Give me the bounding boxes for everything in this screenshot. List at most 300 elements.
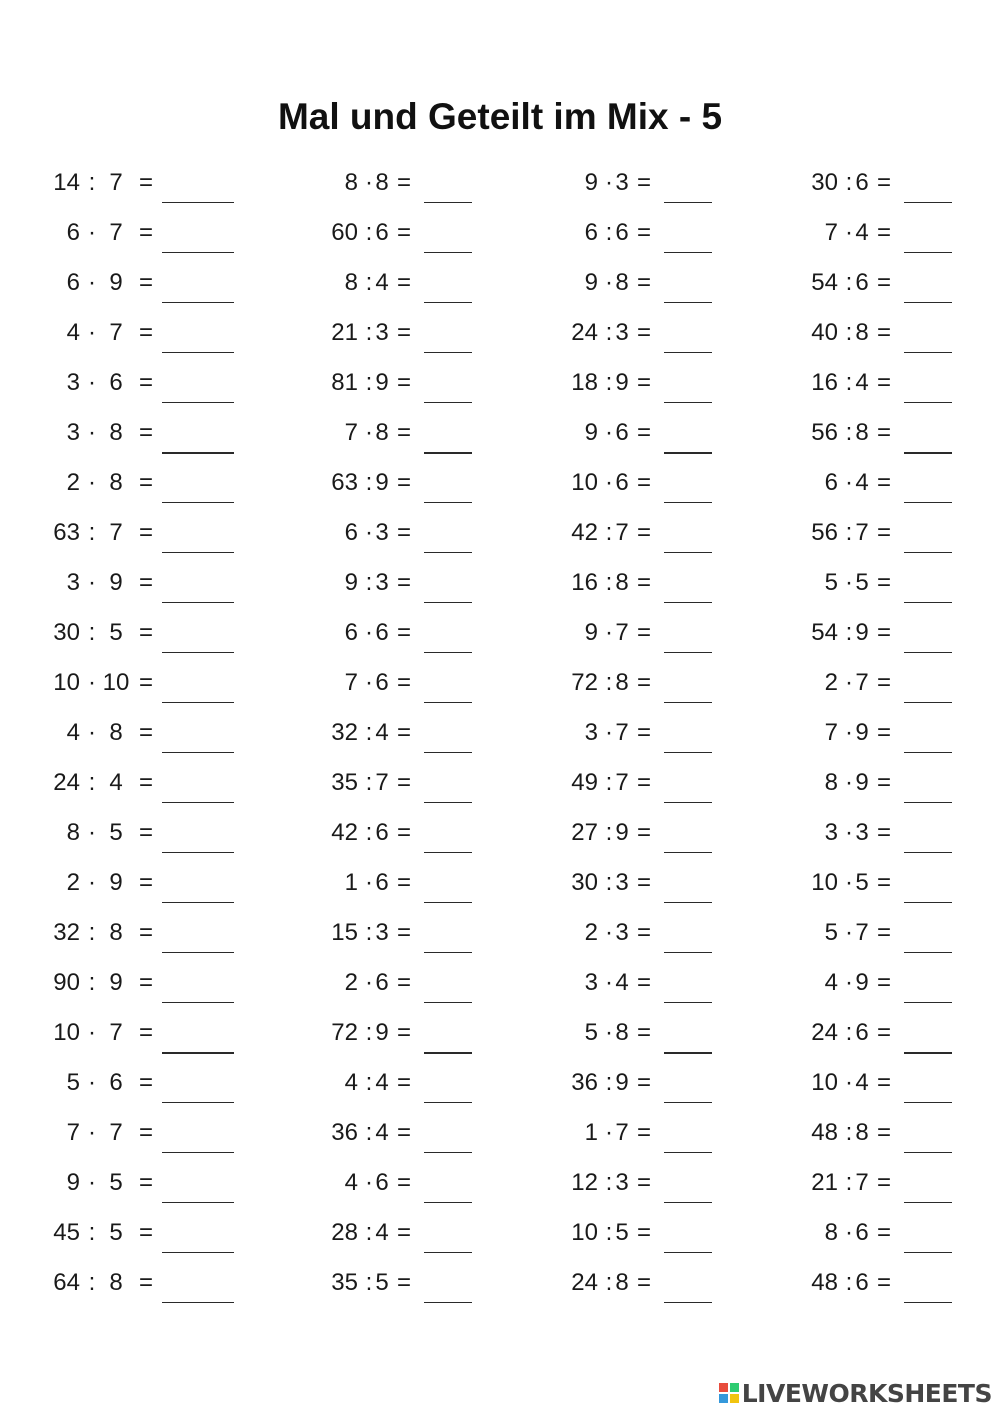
- operand-a: 4: [66, 719, 80, 746]
- exercise-item: [806, 710, 956, 760]
- operator: ·: [845, 819, 853, 846]
- equals-sign: =: [396, 619, 411, 646]
- equals-sign: =: [876, 1069, 891, 1096]
- operand-b: 7: [109, 169, 123, 196]
- answer-blank[interactable]: [424, 852, 472, 853]
- exercise-item: [326, 160, 476, 210]
- exercise-item: [48, 1160, 238, 1210]
- operator: :: [605, 569, 613, 596]
- operator: :: [845, 1269, 853, 1296]
- operand-b: 9: [375, 469, 389, 496]
- exercise-item: [48, 710, 238, 760]
- answer-blank[interactable]: [424, 252, 472, 253]
- answer-blank[interactable]: [904, 752, 952, 753]
- answer-blank[interactable]: [424, 1202, 472, 1203]
- operand-a: 6: [344, 519, 358, 546]
- answer-blank[interactable]: [162, 252, 234, 253]
- exercise-item: [326, 260, 476, 310]
- answer-blank[interactable]: [424, 502, 472, 503]
- equals-sign: =: [636, 519, 651, 546]
- answer-blank[interactable]: [424, 1152, 472, 1153]
- operand-a: 56: [811, 519, 838, 546]
- operand-a: 10: [571, 1219, 598, 1246]
- operand-a: 24: [811, 1019, 838, 1046]
- operand-b: 3: [615, 319, 629, 346]
- exercise-item: [326, 360, 476, 410]
- operand-a: 6: [66, 219, 80, 246]
- operand-b: 5: [109, 819, 123, 846]
- answer-blank[interactable]: [162, 902, 234, 903]
- operand-a: 8: [66, 819, 80, 846]
- answer-blank[interactable]: [664, 652, 712, 653]
- exercise-item: [806, 260, 956, 310]
- equals-sign: =: [138, 1119, 153, 1146]
- operand-a: 1: [344, 869, 358, 896]
- operand-a: 5: [66, 1069, 80, 1096]
- exercise-item: [566, 310, 716, 360]
- operator: :: [88, 169, 96, 196]
- answer-blank[interactable]: [664, 452, 712, 454]
- operand-b: 8: [109, 1269, 123, 1296]
- equals-sign: =: [876, 669, 891, 696]
- operand-a: 10: [811, 869, 838, 896]
- operator: ·: [605, 1119, 613, 1146]
- exercise-item: [566, 510, 716, 560]
- answer-blank[interactable]: [162, 952, 234, 953]
- answer-blank[interactable]: [664, 1102, 712, 1103]
- equals-sign: =: [636, 1069, 651, 1096]
- equals-sign: =: [636, 569, 651, 596]
- equals-sign: =: [138, 669, 153, 696]
- operator: ·: [605, 969, 613, 996]
- answer-blank[interactable]: [424, 202, 472, 203]
- exercise-item: [326, 460, 476, 510]
- equals-sign: =: [396, 169, 411, 196]
- answer-blank[interactable]: [162, 402, 234, 403]
- operator: :: [365, 1269, 373, 1296]
- answer-blank[interactable]: [424, 952, 472, 953]
- answer-blank[interactable]: [664, 852, 712, 853]
- answer-blank[interactable]: [904, 552, 952, 553]
- answer-blank[interactable]: [904, 652, 952, 653]
- exercise-item: [326, 810, 476, 860]
- operand-b: 8: [375, 169, 389, 196]
- answer-blank[interactable]: [904, 452, 952, 454]
- answer-blank[interactable]: [424, 1102, 472, 1103]
- equals-sign: =: [138, 769, 153, 796]
- operator: ·: [845, 569, 853, 596]
- equals-sign: =: [636, 1169, 651, 1196]
- exercise-row: [0, 710, 1000, 760]
- operator: :: [365, 819, 373, 846]
- answer-blank[interactable]: [904, 202, 952, 203]
- exercise-item: [48, 1110, 238, 1160]
- answer-blank[interactable]: [904, 352, 952, 353]
- equals-sign: =: [396, 1069, 411, 1096]
- exercise-item: [806, 160, 956, 210]
- operator: ·: [365, 1169, 373, 1196]
- answer-blank[interactable]: [664, 202, 712, 203]
- operand-b: 7: [109, 519, 123, 546]
- operator: :: [605, 519, 613, 546]
- answer-blank[interactable]: [664, 552, 712, 553]
- operator: :: [605, 1219, 613, 1246]
- operand-b: 7: [375, 769, 389, 796]
- operand-b: 6: [855, 1219, 869, 1246]
- answer-blank[interactable]: [664, 1202, 712, 1203]
- answer-blank[interactable]: [162, 702, 234, 703]
- answer-blank[interactable]: [904, 1302, 952, 1303]
- operator: :: [845, 1169, 853, 1196]
- answer-blank[interactable]: [904, 1252, 952, 1253]
- answer-blank[interactable]: [424, 702, 472, 703]
- equals-sign: =: [636, 469, 651, 496]
- operand-a: 28: [331, 1219, 358, 1246]
- exercise-item: [566, 460, 716, 510]
- operand-b: 3: [615, 169, 629, 196]
- operand-a: 6: [344, 619, 358, 646]
- answer-blank[interactable]: [424, 1252, 472, 1253]
- equals-sign: =: [636, 1019, 651, 1046]
- operand-a: 9: [66, 1169, 80, 1196]
- operand-a: 81: [331, 369, 358, 396]
- answer-blank[interactable]: [904, 1102, 952, 1103]
- operator: ·: [88, 369, 96, 396]
- answer-blank[interactable]: [904, 402, 952, 403]
- answer-blank[interactable]: [424, 602, 472, 603]
- answer-blank[interactable]: [664, 752, 712, 753]
- answer-blank[interactable]: [664, 1252, 712, 1253]
- operand-a: 30: [571, 869, 598, 896]
- operand-b: 6: [855, 1269, 869, 1296]
- answer-blank[interactable]: [424, 652, 472, 653]
- brand-name: LIVEWORKSHEETS: [741, 1378, 992, 1408]
- operand-b: 7: [615, 1119, 629, 1146]
- answer-blank[interactable]: [664, 702, 712, 703]
- answer-blank[interactable]: [162, 352, 234, 353]
- operand-b: 4: [109, 769, 123, 796]
- exercise-item: [48, 210, 238, 260]
- answer-blank[interactable]: [162, 852, 234, 853]
- equals-sign: =: [396, 1119, 411, 1146]
- operand-a: 16: [811, 369, 838, 396]
- operand-b: 3: [375, 569, 389, 596]
- operand-a: 7: [344, 419, 358, 446]
- operand-b: 9: [615, 1069, 629, 1096]
- answer-blank[interactable]: [904, 502, 952, 503]
- operand-a: 6: [66, 269, 80, 296]
- equals-sign: =: [138, 1219, 153, 1246]
- answer-blank[interactable]: [904, 802, 952, 803]
- exercise-item: [326, 1110, 476, 1160]
- answer-blank[interactable]: [664, 252, 712, 253]
- operand-b: 9: [109, 569, 123, 596]
- exercise-item: [566, 360, 716, 410]
- equals-sign: =: [138, 619, 153, 646]
- operand-a: 72: [571, 669, 598, 696]
- answer-blank[interactable]: [424, 302, 472, 303]
- operand-a: 6: [824, 469, 838, 496]
- operand-a: 24: [53, 769, 80, 796]
- answer-blank[interactable]: [162, 1002, 234, 1003]
- operator: ·: [605, 919, 613, 946]
- exercise-item: [326, 1260, 476, 1310]
- answer-blank[interactable]: [904, 252, 952, 253]
- answer-blank[interactable]: [162, 1152, 234, 1153]
- exercise-item: [326, 560, 476, 610]
- answer-blank[interactable]: [664, 802, 712, 803]
- operator: ·: [365, 169, 373, 196]
- exercise-row: [0, 610, 1000, 660]
- answer-blank[interactable]: [424, 802, 472, 803]
- operand-b: 5: [375, 1269, 389, 1296]
- answer-blank[interactable]: [162, 602, 234, 603]
- operator: ·: [88, 569, 96, 596]
- answer-blank[interactable]: [424, 1052, 472, 1054]
- operand-b: 8: [615, 669, 629, 696]
- operator: :: [88, 1269, 96, 1296]
- operand-b: 4: [375, 719, 389, 746]
- operand-b: 3: [615, 869, 629, 896]
- operand-a: 4: [344, 1069, 358, 1096]
- equals-sign: =: [876, 319, 891, 346]
- operand-a: 8: [344, 269, 358, 296]
- operand-b: 7: [855, 519, 869, 546]
- operator: :: [845, 169, 853, 196]
- exercise-item: [48, 1060, 238, 1110]
- answer-blank[interactable]: [424, 552, 472, 553]
- answer-blank[interactable]: [664, 1052, 712, 1054]
- answer-blank[interactable]: [904, 302, 952, 303]
- operand-a: 7: [824, 719, 838, 746]
- equals-sign: =: [138, 169, 153, 196]
- exercise-row: [0, 160, 1000, 210]
- equals-sign: =: [396, 919, 411, 946]
- equals-sign: =: [876, 219, 891, 246]
- answer-blank[interactable]: [664, 952, 712, 953]
- answer-blank[interactable]: [162, 1252, 234, 1253]
- answer-blank[interactable]: [664, 502, 712, 503]
- exercise-item: [806, 860, 956, 910]
- operand-a: 24: [571, 319, 598, 346]
- equals-sign: =: [636, 219, 651, 246]
- equals-sign: =: [138, 419, 153, 446]
- answer-blank[interactable]: [424, 352, 472, 353]
- answer-blank[interactable]: [664, 1002, 712, 1003]
- operand-b: 6: [855, 269, 869, 296]
- answer-blank[interactable]: [162, 1102, 234, 1103]
- operator: :: [605, 1069, 613, 1096]
- exercise-item: [48, 510, 238, 560]
- equals-sign: =: [396, 1169, 411, 1196]
- answer-blank[interactable]: [162, 1052, 234, 1054]
- answer-blank[interactable]: [904, 952, 952, 953]
- operator: :: [845, 1019, 853, 1046]
- answer-blank[interactable]: [904, 1152, 952, 1153]
- exercise-item: [806, 1060, 956, 1110]
- equals-sign: =: [636, 269, 651, 296]
- answer-blank[interactable]: [904, 1052, 952, 1054]
- operator: :: [845, 419, 853, 446]
- exercise-item: [326, 410, 476, 460]
- answer-blank[interactable]: [162, 652, 234, 653]
- operand-a: 18: [571, 369, 598, 396]
- answer-blank[interactable]: [162, 302, 234, 303]
- exercise-row: [0, 1160, 1000, 1210]
- equals-sign: =: [876, 1019, 891, 1046]
- operand-a: 9: [584, 169, 598, 196]
- answer-blank[interactable]: [162, 202, 234, 203]
- operand-b: 8: [109, 919, 123, 946]
- operand-a: 3: [584, 719, 598, 746]
- answer-blank[interactable]: [904, 852, 952, 853]
- exercise-item: [566, 660, 716, 710]
- operand-b: 8: [109, 469, 123, 496]
- exercise-row: [0, 460, 1000, 510]
- exercise-item: [48, 760, 238, 810]
- answer-blank[interactable]: [162, 452, 234, 454]
- answer-blank[interactable]: [424, 1002, 472, 1003]
- exercise-row: [0, 810, 1000, 860]
- answer-blank[interactable]: [162, 1202, 234, 1203]
- operand-b: 4: [375, 1069, 389, 1096]
- answer-blank[interactable]: [162, 752, 234, 753]
- exercise-item: [566, 610, 716, 660]
- operand-a: 30: [811, 169, 838, 196]
- answer-blank[interactable]: [424, 452, 472, 454]
- exercise-item: [566, 210, 716, 260]
- operator: :: [605, 369, 613, 396]
- operator: ·: [845, 919, 853, 946]
- equals-sign: =: [138, 1019, 153, 1046]
- brand-footer: [718, 1376, 992, 1410]
- operand-b: 9: [375, 1019, 389, 1046]
- answer-blank[interactable]: [424, 1302, 472, 1303]
- operand-a: 3: [66, 369, 80, 396]
- operand-a: 40: [811, 319, 838, 346]
- equals-sign: =: [876, 419, 891, 446]
- answer-blank[interactable]: [162, 502, 234, 503]
- operand-b: 9: [109, 969, 123, 996]
- answer-blank[interactable]: [904, 902, 952, 903]
- operand-a: 3: [584, 969, 598, 996]
- answer-blank[interactable]: [904, 602, 952, 603]
- operand-b: 6: [375, 669, 389, 696]
- answer-blank[interactable]: [664, 352, 712, 353]
- operand-b: 3: [615, 919, 629, 946]
- operator: :: [605, 1269, 613, 1296]
- answer-blank[interactable]: [162, 552, 234, 553]
- exercise-item: [806, 1010, 956, 1060]
- operand-b: 4: [375, 269, 389, 296]
- exercise-item: [48, 810, 238, 860]
- exercise-item: [806, 810, 956, 860]
- equals-sign: =: [138, 869, 153, 896]
- equals-sign: =: [396, 969, 411, 996]
- equals-sign: =: [396, 219, 411, 246]
- operator: :: [88, 1219, 96, 1246]
- operand-b: 5: [855, 869, 869, 896]
- equals-sign: =: [138, 719, 153, 746]
- exercise-item: [48, 910, 238, 960]
- answer-blank[interactable]: [664, 1152, 712, 1153]
- equals-sign: =: [138, 319, 153, 346]
- operand-a: 49: [571, 769, 598, 796]
- operand-b: 4: [375, 1119, 389, 1146]
- answer-blank[interactable]: [904, 1202, 952, 1203]
- exercise-item: [48, 410, 238, 460]
- answer-blank[interactable]: [904, 702, 952, 703]
- answer-blank[interactable]: [162, 1302, 234, 1303]
- answer-blank[interactable]: [424, 752, 472, 753]
- answer-blank[interactable]: [664, 602, 712, 603]
- operand-b: 6: [615, 219, 629, 246]
- operator: ·: [845, 719, 853, 746]
- answer-blank[interactable]: [664, 1302, 712, 1303]
- operand-a: 3: [66, 569, 80, 596]
- operand-b: 8: [855, 319, 869, 346]
- operand-a: 36: [331, 1119, 358, 1146]
- operator: :: [365, 919, 373, 946]
- exercise-item: [566, 410, 716, 460]
- exercise-item: [48, 1010, 238, 1060]
- operand-b: 8: [855, 1119, 869, 1146]
- answer-blank[interactable]: [424, 402, 472, 403]
- exercise-row: [0, 760, 1000, 810]
- operand-a: 8: [824, 769, 838, 796]
- equals-sign: =: [138, 819, 153, 846]
- exercise-item: [806, 1160, 956, 1210]
- exercise-item: [806, 960, 956, 1010]
- operand-a: 48: [811, 1269, 838, 1296]
- operator: :: [365, 1019, 373, 1046]
- equals-sign: =: [636, 719, 651, 746]
- equals-sign: =: [396, 1219, 411, 1246]
- operator: ·: [365, 869, 373, 896]
- exercise-item: [566, 1110, 716, 1160]
- exercise-item: [566, 810, 716, 860]
- operator: ·: [88, 719, 96, 746]
- operand-a: 54: [811, 269, 838, 296]
- equals-sign: =: [876, 719, 891, 746]
- exercise-item: [326, 310, 476, 360]
- equals-sign: =: [396, 669, 411, 696]
- exercise-item: [566, 1060, 716, 1110]
- operand-a: 14: [53, 169, 80, 196]
- operand-a: 10: [53, 669, 80, 696]
- operator: ·: [88, 1169, 96, 1196]
- equals-sign: =: [138, 369, 153, 396]
- operand-b: 3: [375, 319, 389, 346]
- answer-blank[interactable]: [424, 902, 472, 903]
- exercise-row: [0, 260, 1000, 310]
- operator: :: [845, 269, 853, 296]
- answer-blank[interactable]: [162, 802, 234, 803]
- operand-a: 5: [824, 919, 838, 946]
- answer-blank[interactable]: [664, 302, 712, 303]
- operand-b: 6: [109, 369, 123, 396]
- equals-sign: =: [396, 269, 411, 296]
- exercise-row: [0, 860, 1000, 910]
- answer-blank[interactable]: [664, 402, 712, 403]
- equals-sign: =: [876, 819, 891, 846]
- operand-a: 27: [571, 819, 598, 846]
- answer-blank[interactable]: [904, 1002, 952, 1003]
- exercise-item: [48, 1260, 238, 1310]
- answer-blank[interactable]: [664, 902, 712, 903]
- equals-sign: =: [396, 469, 411, 496]
- equals-sign: =: [396, 1019, 411, 1046]
